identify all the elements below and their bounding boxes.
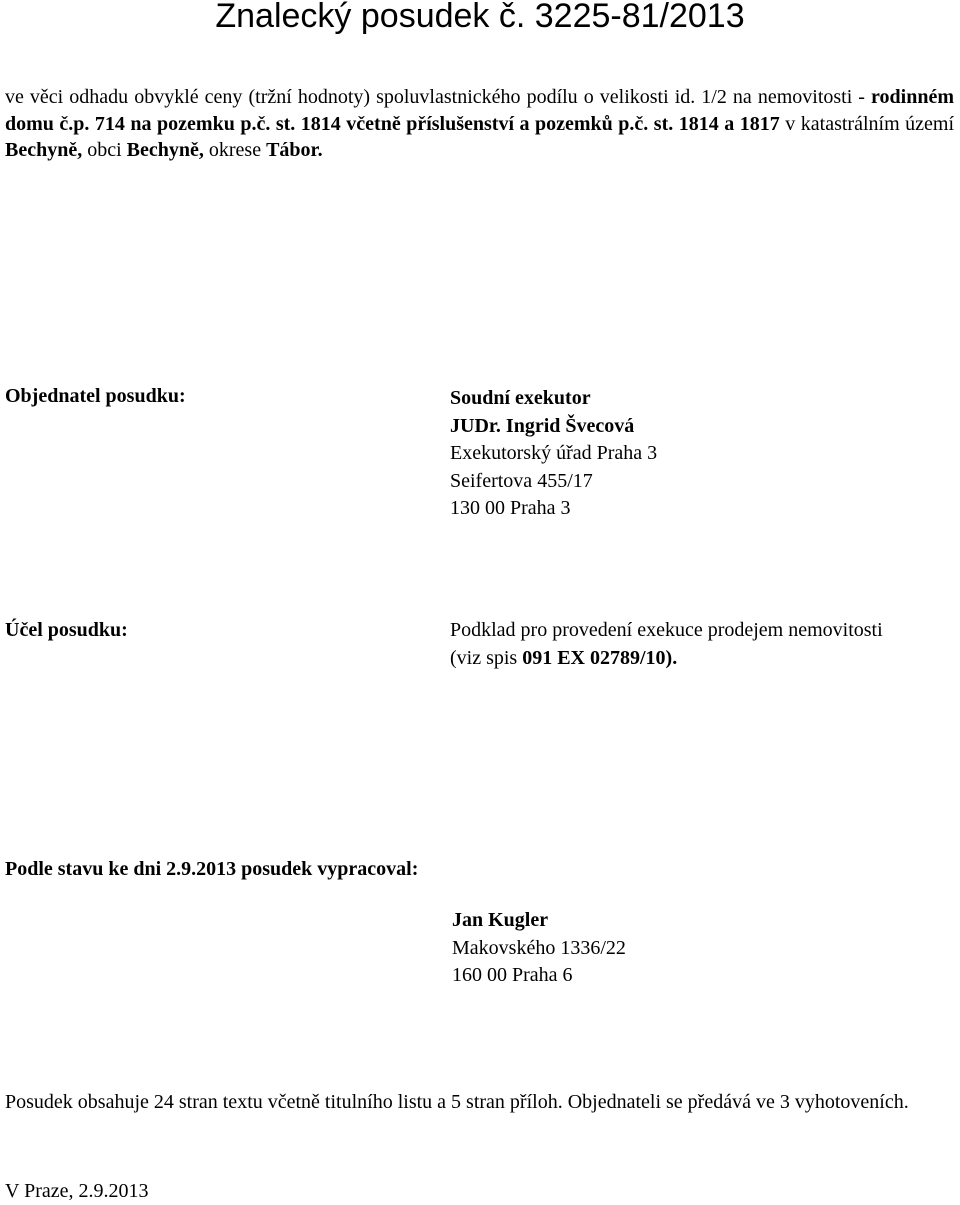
- client-street: Seifertova 455/17: [450, 469, 593, 492]
- purpose-line-1: Podklad pro provedení exekuce prodejem nemovitosti: [450, 619, 883, 641]
- purpose-block: [450, 617, 883, 672]
- document-title: Znalecký posudek č. 3225-81/2013: [215, 0, 745, 35]
- client-office: Exekutorský úřad Praha 3: [450, 442, 658, 464]
- client-city: 130 00 Praha 3: [450, 497, 571, 519]
- subject-property: rodinném domu č.p. 714 na pozemku p.č. st. 1814 včetně příslušenství a pozemků p.č. st. 1814 a 1817: [5, 86, 954, 135]
- subject-district: Tábor.: [266, 139, 323, 161]
- author-block: [452, 907, 626, 990]
- page-count-note: Posudek obsahuje 24 stran textu včetně titulního listu a 5 stran příloh. Objednateli se předává ve 3 vyhotoveních.: [5, 1091, 909, 1113]
- purpose-ref-prefix: (viz spis: [450, 646, 523, 669]
- subject-municipality: Bechyně,: [126, 139, 204, 161]
- subject-text-4: okrese: [203, 139, 267, 161]
- purpose-label: Účel posudku:: [5, 619, 128, 641]
- purpose-line-2: [450, 645, 883, 673]
- subject-paragraph: [5, 84, 954, 164]
- subject-cadastral-area: Bechyně,: [5, 139, 83, 161]
- client-role: Soudní exekutor: [450, 387, 591, 409]
- author-label: Podle stavu ke dni 2.9.2013 posudek vypracoval:: [5, 858, 419, 880]
- subject-text-2: v katastrálním území: [779, 112, 955, 135]
- place-and-date: V Praze, 2.9.2013: [5, 1180, 149, 1202]
- client-label: Objednatel posudku:: [5, 385, 186, 407]
- client-block: [450, 385, 657, 523]
- author-street: Makovského 1336/22: [452, 936, 626, 959]
- purpose-case-number: 091 EX 02789/10).: [522, 646, 678, 669]
- subject-text-3: obci: [82, 139, 127, 161]
- subject-text-1: ve věci odhadu obvyklé ceny (tržní hodnoty) spoluvlastnického podílu o velikosti id. 1/2 na nemovitosti -: [5, 86, 872, 108]
- author-name: Jan Kugler: [452, 909, 549, 931]
- author-city: 160 00 Praha 6: [452, 964, 573, 986]
- client-name: JUDr. Ingrid Švecová: [450, 414, 635, 437]
